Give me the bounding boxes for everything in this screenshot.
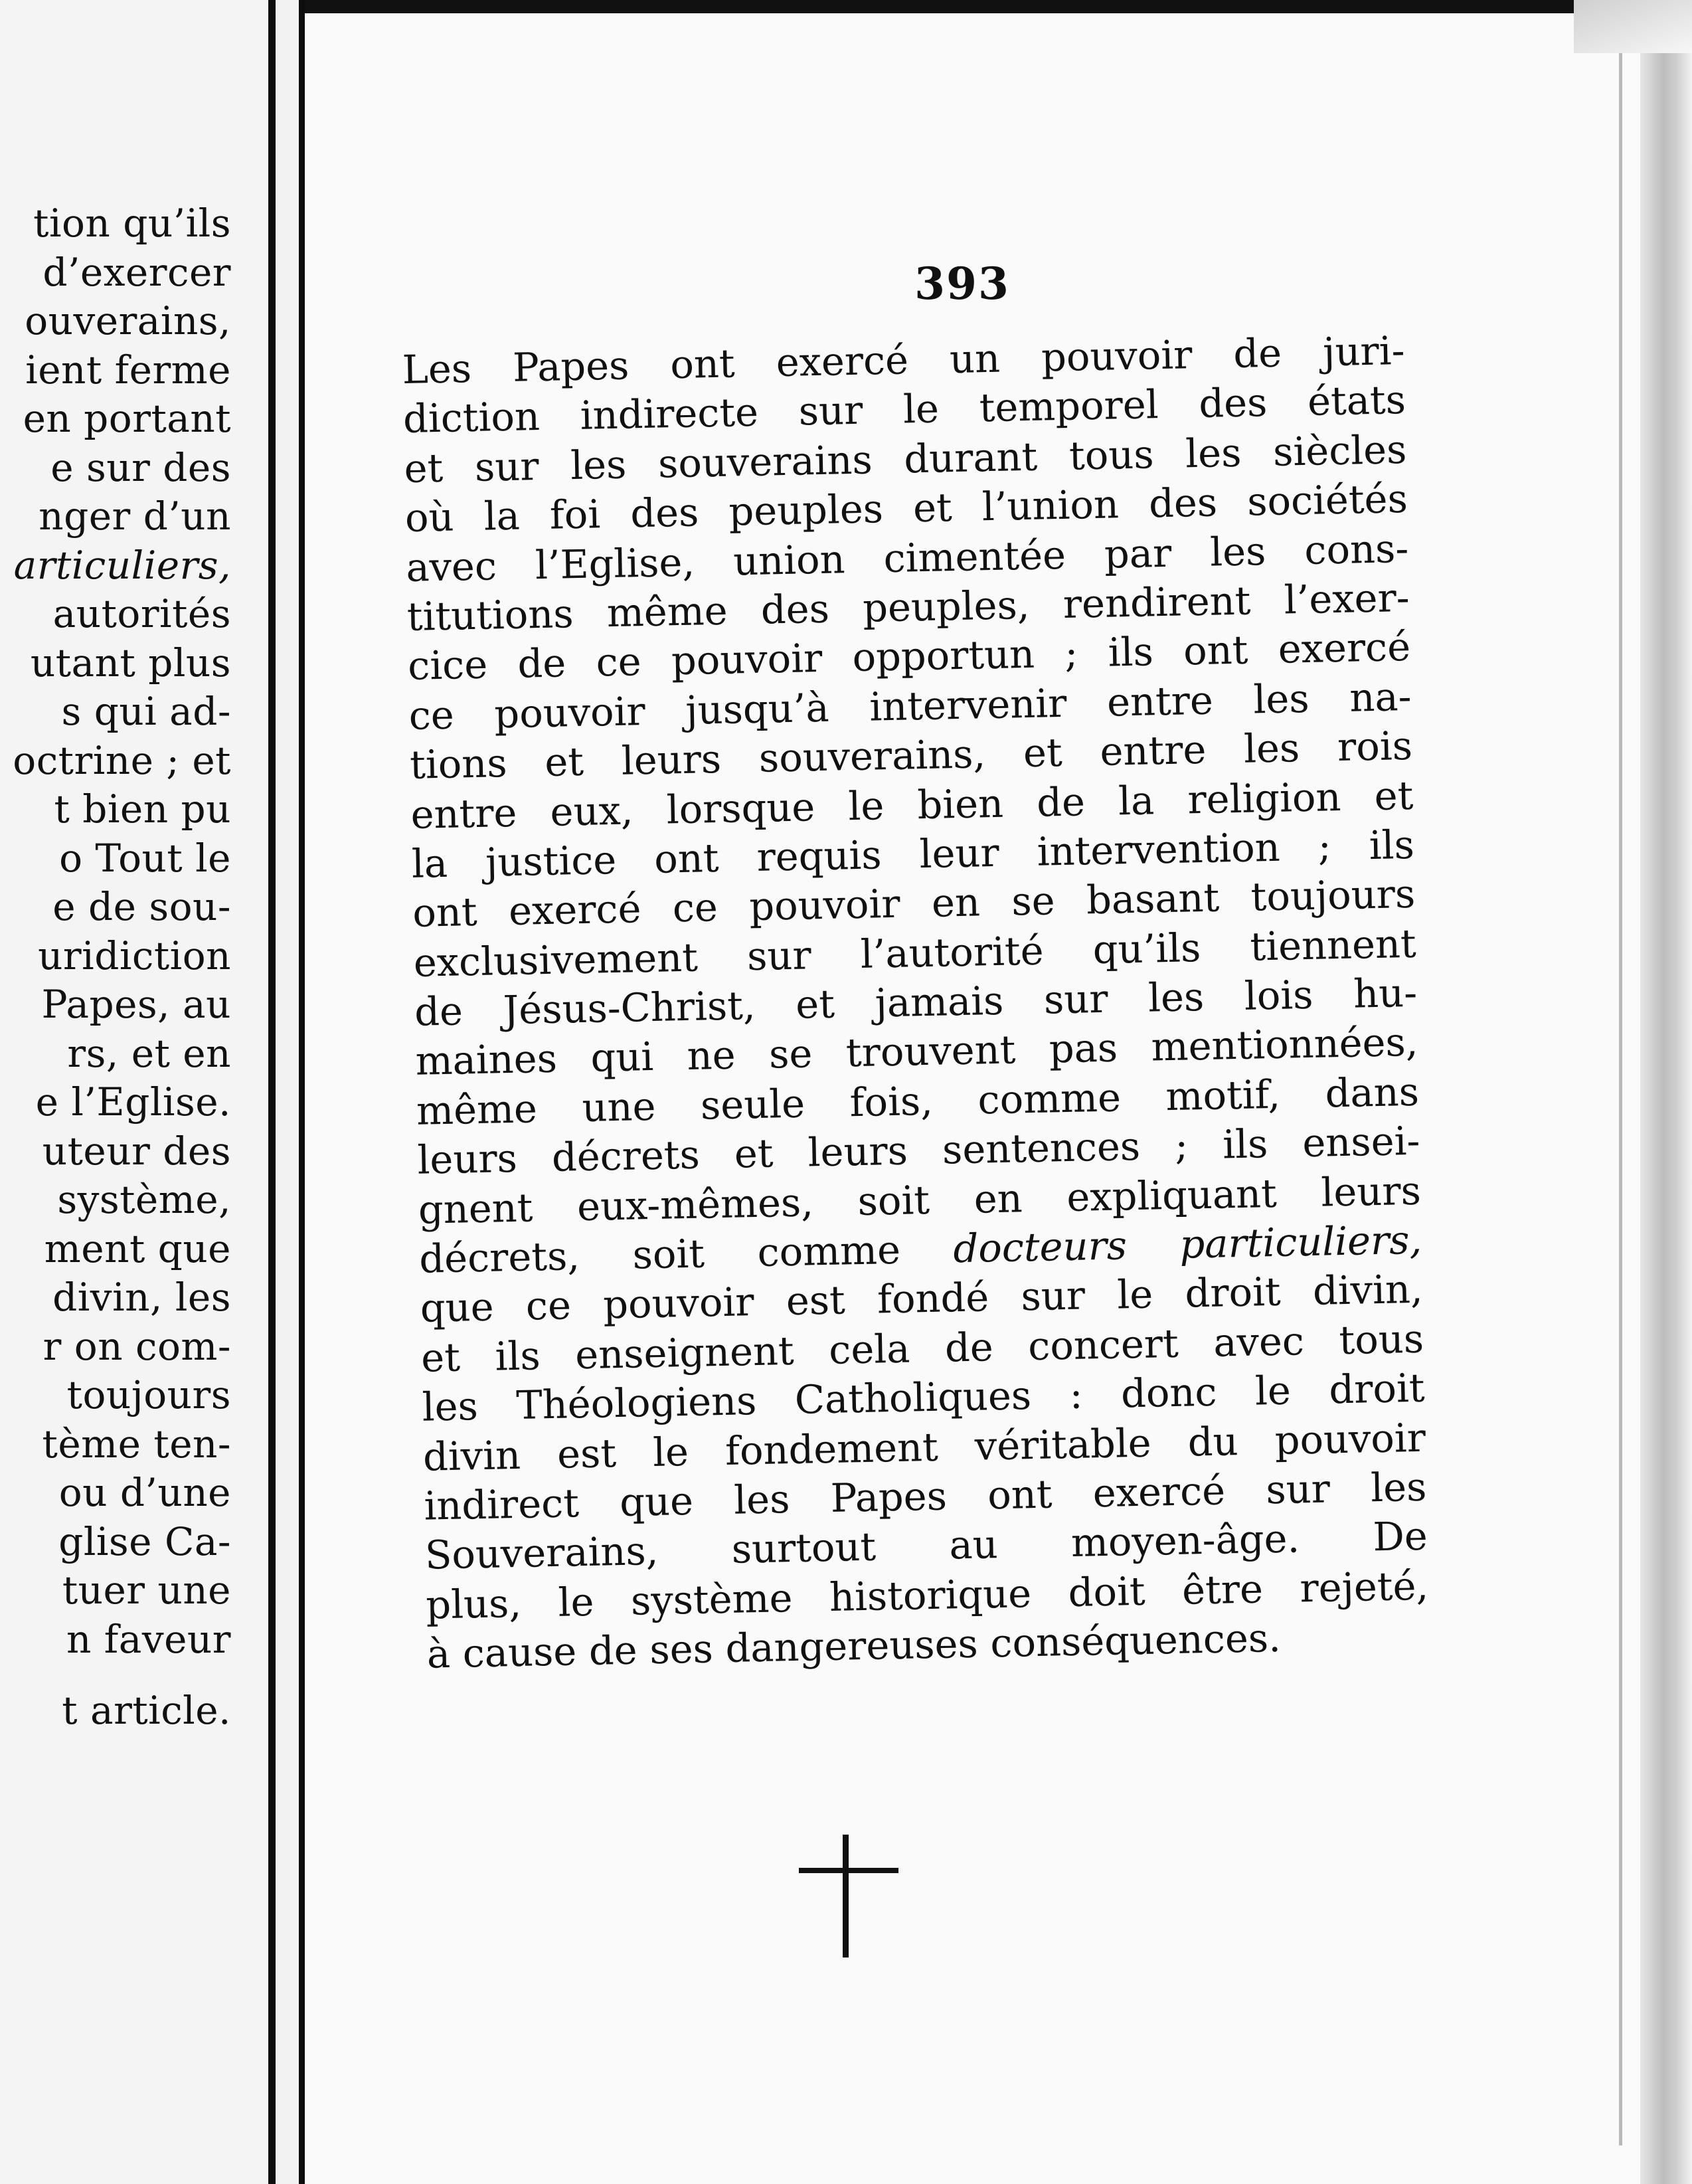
left-line: r on com- xyxy=(42,1323,231,1369)
left-line: toujours xyxy=(66,1372,231,1417)
text-line: avec l’Eglise, union cimentée par les cons- xyxy=(405,525,1409,591)
text-line: de Jésus-Christ, et jamais sur les lois hu- xyxy=(414,969,1418,1035)
left-line: tème ten- xyxy=(42,1421,231,1467)
left-line: e l’Eglise. xyxy=(35,1079,231,1125)
text-line: même une seule fois, comme motif, dans xyxy=(416,1068,1420,1134)
text-line: plus, le système historique doit être rejeté, xyxy=(425,1562,1429,1628)
text-line: la justice ont requis leur intervention ; ils xyxy=(411,821,1415,887)
text-line: Souverains, surtout au moyen-âge. De xyxy=(424,1513,1428,1579)
text-line: leurs décrets et leurs sentences ; ils ensei- xyxy=(416,1118,1420,1184)
left-line: glise Ca- xyxy=(58,1518,231,1564)
text-line: divin est le fondement véritable du pouvoir xyxy=(422,1414,1426,1480)
left-line: ient ferme xyxy=(25,347,231,393)
page-number: 393 xyxy=(914,258,1010,310)
left-line: e de sou- xyxy=(52,884,231,929)
text-line: et ils enseignent cela de concert avec tous xyxy=(420,1315,1424,1381)
text-line: indirect que les Papes ont exercé sur les xyxy=(423,1463,1427,1529)
gutter-rule xyxy=(268,0,276,2184)
left-line: rs, et en xyxy=(67,1030,231,1076)
left-line: n faveur xyxy=(66,1616,231,1662)
left-line: divin, les xyxy=(52,1275,231,1320)
gutter-rule xyxy=(299,0,305,2184)
left-line: d’exercer xyxy=(42,249,231,295)
left-line: en portant xyxy=(23,396,231,441)
text-line: diction indirecte sur le temporel des états xyxy=(402,377,1406,442)
text-line: exclusivement sur l’autorité qu’ils tiennent xyxy=(413,920,1417,986)
gutter-gap xyxy=(276,0,299,2184)
left-line: t bien pu xyxy=(54,786,231,832)
left-line: nger d’un xyxy=(39,494,231,539)
text-line: maines qui ne se trouvent pas mentionnées, xyxy=(415,1019,1419,1085)
left-line: tuer une xyxy=(62,1568,231,1613)
left-line: Papes, au xyxy=(41,982,231,1027)
text-line: et sur les souverains durant tous les siècles xyxy=(403,426,1407,492)
italic-phrase: docteurs particuliers, xyxy=(952,1216,1422,1272)
left-line: ou d’une xyxy=(58,1470,231,1515)
left-line: ouverains, xyxy=(25,298,231,343)
left-line: tion qu’ils xyxy=(33,201,231,246)
text-line: gnent eux-mêmes, soit en expliquant leurs xyxy=(418,1167,1422,1233)
left-line: o Tout le xyxy=(59,835,231,881)
left-line: t article. xyxy=(62,1688,231,1733)
page-fore-edge xyxy=(1640,0,1692,2184)
text-line: les Théologiens Catholiques : donc le droit xyxy=(422,1364,1426,1430)
left-page-text xyxy=(13,199,231,1736)
left-line: s qui ad- xyxy=(61,689,231,734)
text-line: cice de ce pouvoir opportun ; ils ont exercé xyxy=(407,624,1411,689)
text-line: que ce pouvoir est fondé sur le droit divin, xyxy=(420,1266,1424,1332)
left-line: uteur des xyxy=(42,1128,231,1174)
left-line: système, xyxy=(57,1177,231,1222)
latin-cross-icon xyxy=(799,1835,898,1957)
text-line: où la foi des peuples et l’union des sociétés xyxy=(404,476,1408,541)
body-text xyxy=(402,326,1430,1679)
text-line: Les Papes ont exercé un pouvoir de juri- xyxy=(402,327,1406,393)
page-corner-fold xyxy=(1574,0,1692,53)
text-line: entre eux, lorsque le bien de la religion et xyxy=(410,772,1414,838)
text-line: à cause de ses dangereuses conséquences. xyxy=(426,1615,1282,1677)
text-line: ont exercé ce pouvoir en se basant toujours xyxy=(412,871,1416,937)
page-393 xyxy=(305,13,1620,2184)
cross-vertical-bar xyxy=(843,1835,849,1957)
page-top-edge xyxy=(305,0,1692,13)
cross-horizontal-bar xyxy=(799,1868,898,1873)
left-line: autorités xyxy=(52,591,231,636)
text-line: titutions même des peuples, rendirent l’exer- xyxy=(406,574,1410,640)
text-span: décrets, soit comme xyxy=(418,1226,901,1282)
text-line: ce pouvoir jusqu’à intervenir entre les na- xyxy=(408,673,1412,739)
left-line: utant plus xyxy=(30,640,231,685)
left-line: e sur des xyxy=(50,444,231,490)
left-line: uridiction xyxy=(38,933,231,978)
left-line: articuliers, xyxy=(13,542,231,588)
left-line: ment que xyxy=(44,1226,231,1271)
left-page-fragment xyxy=(0,0,268,2184)
left-line: octrine ; et xyxy=(13,737,231,783)
text-line: tions et leurs souverains, et entre les rois xyxy=(409,723,1413,788)
page-fore-edge-line xyxy=(1619,40,1622,2145)
